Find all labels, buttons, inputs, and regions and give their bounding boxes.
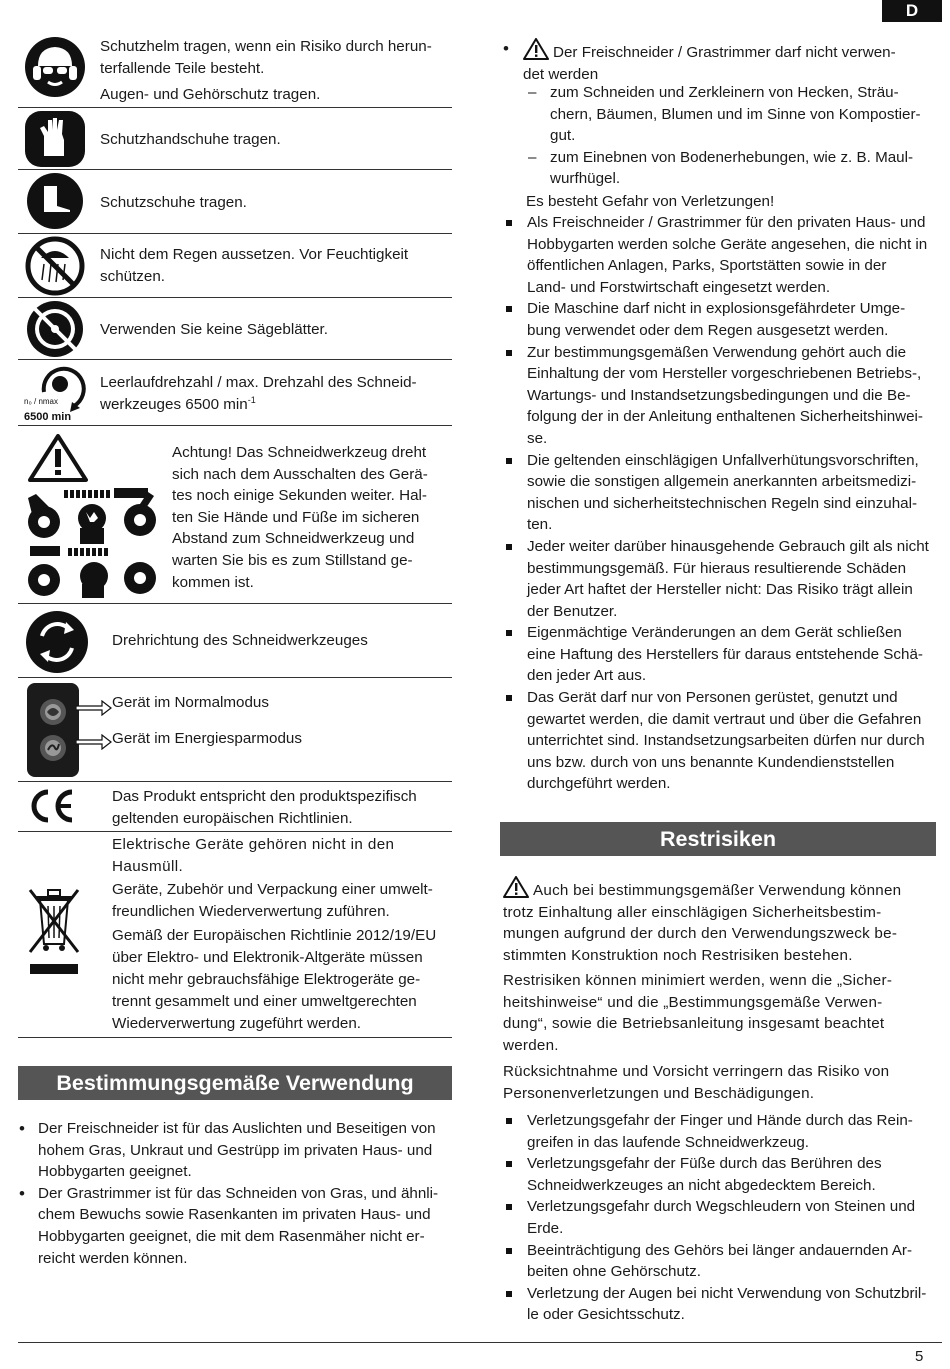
symbol-row-ce bbox=[18, 782, 452, 832]
bullet-dot: • bbox=[503, 39, 509, 58]
rotation-speed-icon bbox=[22, 362, 88, 424]
list-item-line: der Benutzer. bbox=[527, 602, 618, 620]
list-item bbox=[527, 1240, 934, 1283]
residual-risks-heading: Restrisiken bbox=[500, 822, 936, 856]
list-item-line: Hobbygarten werden solche Geräte angesehen, die nicht in bbox=[527, 235, 928, 253]
list-item bbox=[527, 1153, 934, 1196]
speed-text-superscript: -1 bbox=[247, 394, 256, 405]
symbol-row-speed bbox=[18, 360, 452, 426]
list-item-line: Die Maschine darf nicht in explosionsgefährdeter Umge- bbox=[527, 300, 906, 318]
list-item-line: Land- und Forstwirtschaft eingesetzt werden. bbox=[527, 278, 831, 296]
list-item-line: Zur bestimmungsgemäßen Verwendung gehört auch die bbox=[527, 343, 907, 361]
list-item-line: – zum Einebnen von Bodenerhebungen, wie z. B. Maul- bbox=[550, 148, 914, 166]
paragraph-line: Personenverletzungen und Beschädigungen. bbox=[503, 1084, 815, 1102]
list-item-line: Verletzungsgefahr der Füße durch das Berühren des bbox=[527, 1155, 882, 1173]
ce-text-line: Das Produkt entspricht den produktspezifisch bbox=[112, 788, 417, 805]
speed-text-line2 bbox=[100, 394, 448, 416]
symbol-row-modes bbox=[18, 678, 452, 782]
list-item bbox=[527, 298, 934, 341]
list-item-line: • Der Grastrimmer ist für das Schneiden von Gras, und ähnli- bbox=[38, 1184, 439, 1202]
helmet-text-line: Augen- und Gehörschutz tragen. bbox=[100, 86, 321, 104]
warning-text-line: sich nach dem Ausschalten des Gerä- bbox=[172, 465, 428, 483]
gloves-icon bbox=[24, 110, 86, 168]
no-rain-icon bbox=[24, 236, 86, 296]
arrow-right-icon bbox=[76, 734, 112, 750]
danger-note: Es besteht Gefahr von Verletzungen! bbox=[526, 193, 775, 210]
list-item bbox=[527, 1283, 934, 1326]
intended-use-heading: Bestimmungsgemäße Verwendung bbox=[18, 1066, 452, 1100]
list-item-line: Verletzung der Augen bei nicht Verwendung von Schutzbril- bbox=[527, 1284, 927, 1302]
list-item-line: Jeder weiter darüber hinausgehende Gebrauch gilt als nicht bbox=[527, 537, 929, 555]
list-item-line: – zum Schneiden und Zerkleinern von Hecken, Sträu- bbox=[550, 84, 899, 101]
list-item-line: hohem Gras, Unkraut und Gestrüpp im privaten Haus- und bbox=[38, 1141, 433, 1159]
list-item-line: uns bzw. durch von uns benannte Kundendienststellen bbox=[527, 753, 895, 771]
weee-text-line: Gemäß der Europäischen Richtlinie 2012/19/EU bbox=[112, 927, 437, 944]
list-item-line: durchgeführt werden. bbox=[527, 775, 671, 793]
list-item-line: ten. bbox=[527, 516, 553, 534]
boots-text: Schutzschuhe tragen. bbox=[100, 194, 247, 211]
list-item-line: den jeder Art aus. bbox=[527, 667, 647, 685]
mode-eco-text: Gerät im Energiesparmodus bbox=[112, 730, 302, 747]
rain-text-line: Nicht dem Regen aussetzen. Vor Feuchtigkeit bbox=[100, 246, 409, 263]
list-item-line: nischen und sicherheitstechnischen Regeln sind einzuhal- bbox=[527, 494, 918, 512]
page-number: 5 bbox=[915, 1348, 924, 1365]
intended-use-list bbox=[38, 1118, 450, 1269]
speed-text-value: werkzeuges 6500 min bbox=[100, 395, 248, 413]
ce-mark-icon bbox=[26, 788, 76, 824]
weee-text-line: freundlichen Wiederverwertung zuführen. bbox=[112, 903, 390, 920]
warning-text-line: kommen ist. bbox=[172, 573, 254, 591]
not-intended-intro bbox=[503, 38, 933, 85]
list-item bbox=[527, 342, 934, 450]
list-item-line: chern, Bäumen, Blumen und im Sinne von Kompostier- bbox=[550, 105, 921, 123]
list-item bbox=[527, 536, 934, 622]
list-item-line: öffentlichen Anlagen, Parks, Sportstätten sowie in der bbox=[527, 257, 887, 275]
list-item-line: reicht werden können. bbox=[38, 1249, 188, 1267]
list-item-line: Hobbygarten geeignet. bbox=[38, 1163, 192, 1181]
symbol-row-helmet bbox=[18, 28, 452, 108]
symbol-row-gloves bbox=[18, 108, 452, 170]
warning-triangle-icon bbox=[523, 38, 549, 60]
list-item-line: Hobbygarten geeignet, die mit dem Rasenmäher nicht er- bbox=[38, 1227, 425, 1245]
warning-text-line: tes noch einige Sekunden weiter. Hal- bbox=[172, 487, 427, 505]
symbol-row-rotation bbox=[18, 604, 452, 678]
cutting-tool-keep-distance-icon bbox=[24, 488, 162, 600]
list-item-line: Die geltenden einschlägigen Unfallverhütungsvorschriften, bbox=[527, 451, 919, 469]
weee-text-line: nicht mehr gebrauchsfähige Elektrogeräte ge- bbox=[112, 971, 421, 988]
list-item-line: Wartungs- und Instandsetzungsbedingungen und die Be- bbox=[527, 386, 911, 404]
weee-text-line: trennt gesammelt und einer umweltgerechten bbox=[112, 993, 417, 1010]
symbol-row-weee bbox=[18, 832, 452, 1038]
intended-use-rules-list bbox=[527, 212, 934, 795]
list-item-line: gewartet werden, die damit vertraut und über die Gefahren bbox=[527, 710, 922, 728]
symbol-row-saw bbox=[18, 298, 452, 360]
list-item-line: Beeinträchtigung des Gehörs bei länger andauernden Ar- bbox=[527, 1241, 913, 1259]
list-item-line: jeder Art haftet der Hersteller nicht: Das Risiko trägt allein bbox=[527, 581, 913, 599]
speed-icon-label-top: n₀ / nmax bbox=[24, 397, 58, 406]
weee-text-line: über Elektro- und Elektronik-Altgeräte müssen bbox=[112, 949, 423, 966]
helmet-text-line: Schutzhelm tragen, wenn ein Risiko durch herun- bbox=[100, 38, 432, 55]
warning-triangle-icon bbox=[28, 434, 88, 482]
intro-line: det werden bbox=[523, 65, 599, 83]
symbol-row-rain bbox=[18, 234, 452, 298]
warning-text-line: Achtung! Das Schneidwerkzeug dreht bbox=[172, 444, 427, 461]
list-item-line: wurfhügel. bbox=[550, 170, 621, 188]
paragraph-line: stimmten Konstruktion noch Restrisiken bestehen. bbox=[503, 946, 853, 964]
list-item-line: eine Haftung des Herstellers für daraus entstehende Schä- bbox=[527, 645, 923, 663]
rotation-text: Drehrichtung des Schneidwerkzeuges bbox=[112, 632, 368, 649]
list-item-line: chem Bewuchs sowie Rasenkanten im privaten Haus- und bbox=[38, 1206, 431, 1224]
paragraph-line: Rücksichtnahme und Vorsicht verringern das Risiko von bbox=[503, 1063, 890, 1080]
symbol-table bbox=[18, 28, 452, 1038]
list-item-line: beiten ohne Gehörschutz. bbox=[527, 1263, 701, 1281]
helmet-ear-eye-protection-icon bbox=[24, 36, 86, 98]
list-item bbox=[527, 1110, 934, 1153]
list-item bbox=[527, 450, 934, 536]
rain-text-line: schützen. bbox=[100, 267, 166, 285]
list-item-line: Erde. bbox=[527, 1219, 564, 1237]
list-item bbox=[527, 622, 934, 687]
list-item bbox=[550, 82, 933, 147]
gloves-text: Schutzhandschuhe tragen. bbox=[100, 131, 281, 148]
warning-triangle-icon bbox=[503, 876, 529, 898]
paragraph-line: Restrisiken können minimiert werden, wenn die „Sicher- bbox=[503, 972, 893, 989]
list-item-line: le oder Gesichtsschutz. bbox=[527, 1306, 685, 1324]
list-item-line: Verletzungsgefahr durch Wegschleudern von Steinen und bbox=[527, 1198, 916, 1216]
list-item bbox=[527, 1196, 934, 1239]
list-item bbox=[38, 1118, 450, 1183]
list-item-line: bung verwendet oder dem Regen ausgesetzt werden. bbox=[527, 321, 889, 339]
list-item-line: unterrichtet sind. Instandsetzungsarbeiten dürfen nur durch bbox=[527, 732, 925, 750]
weee-text-line: Elektrische Geräte gehören nicht in den bbox=[112, 836, 395, 853]
list-item-line: Verletzungsgefahr der Finger und Hände durch das Rein- bbox=[527, 1112, 913, 1129]
list-item-line: Eigenmächtige Veränderungen an dem Gerät schließen bbox=[527, 624, 902, 642]
footer-divider bbox=[18, 1342, 942, 1343]
weee-text-line: Hausmüll. bbox=[112, 858, 184, 875]
ce-text-line: geltenden europäischen Richtlinien. bbox=[112, 809, 353, 827]
paragraph-line: werden. bbox=[503, 1036, 559, 1054]
list-item-line: sowie die sonstigen allgemein anerkannten arbeitsmedizi- bbox=[527, 473, 917, 491]
list-item-line: Schneidwerkzeuges an nicht abgedecktem Bereich. bbox=[527, 1176, 876, 1194]
rotation-direction-icon bbox=[24, 610, 90, 674]
warning-text-line: Abstand zum Schneidwerkzeug und bbox=[172, 530, 415, 548]
language-badge: D bbox=[882, 0, 942, 22]
residual-paragraph-3 bbox=[503, 1061, 933, 1104]
paragraph-line: trotz Einhaltung aller einschlägigen Sicherheitsbestim- bbox=[503, 903, 882, 921]
list-item-line: greifen in das laufende Schneidwerkzeug. bbox=[527, 1133, 809, 1151]
paragraph-line: heitshinweise“ und die „Bestimmungsgemäße Verwen- bbox=[503, 993, 883, 1011]
list-item-line: gut. bbox=[550, 127, 576, 145]
list-item bbox=[527, 212, 934, 298]
list-item bbox=[550, 147, 933, 190]
weee-text-line: Geräte, Zubehör und Verpackung einer umwelt- bbox=[112, 881, 433, 898]
symbol-row-warning bbox=[18, 426, 452, 604]
saw-text: Verwenden Sie keine Sägeblätter. bbox=[100, 321, 328, 338]
symbol-row-boots bbox=[18, 170, 452, 234]
residual-paragraph-1 bbox=[503, 876, 933, 966]
speed-text-line: Leerlaufdrehzahl / max. Drehzahl des Schneid- bbox=[100, 374, 417, 391]
list-item-line: bestimmungsgemäß. Für hieraus resultierende Schäden bbox=[527, 559, 907, 577]
list-item-line: se. bbox=[527, 429, 548, 447]
paragraph-line: mungen aufgrund der durch den Verwendungszweck be- bbox=[503, 925, 898, 943]
not-intended-list bbox=[550, 82, 933, 190]
speed-icon-label-bottom: 6500 min bbox=[24, 411, 72, 423]
mode-switch-icon bbox=[26, 682, 80, 778]
residual-paragraph-2 bbox=[503, 970, 933, 1056]
weee-text-line: Wiederverwertung zugeführt werden. bbox=[112, 1015, 362, 1032]
list-item bbox=[38, 1183, 450, 1269]
list-item-line: Das Gerät darf nur von Personen gerüstet, genutzt und bbox=[527, 689, 898, 707]
arrow-right-icon bbox=[76, 700, 112, 716]
crossed-out-bin-icon bbox=[26, 886, 82, 976]
mode-normal-text: Gerät im Normalmodus bbox=[112, 694, 269, 711]
helmet-text-line: terfallende Teile besteht. bbox=[100, 59, 265, 77]
list-item-line: Als Freischneider / Grastrimmer für den privaten Haus- und bbox=[527, 214, 926, 231]
paragraph-line: Auch bei bestimmungsgemäßer Verwendung können bbox=[533, 882, 902, 899]
warning-text-line: ten Sie Hände und Füße im sicheren bbox=[172, 508, 420, 526]
warning-text-line: warten Sie bis es zum Stillstand ge- bbox=[172, 551, 413, 569]
residual-risks-list bbox=[527, 1110, 934, 1326]
safety-boots-icon bbox=[24, 172, 86, 230]
paragraph-line: dung“, sowie die Betriebsanleitung insgesamt beachtet bbox=[503, 1015, 885, 1033]
no-saw-blade-icon bbox=[24, 300, 86, 358]
list-item-line: folgung der in der Anleitung enthaltenen Sicherheitshinwei- bbox=[527, 408, 923, 426]
intro-line: Der Freischneider / Grastrimmer darf nicht verwen- bbox=[553, 44, 896, 61]
list-item-line: • Der Freischneider ist für das Auslichten und Beseitigen von bbox=[38, 1120, 436, 1137]
list-item-line: Einhaltung der vom Hersteller vorgeschriebenen Betriebs-, bbox=[527, 365, 922, 383]
list-item bbox=[527, 687, 934, 795]
